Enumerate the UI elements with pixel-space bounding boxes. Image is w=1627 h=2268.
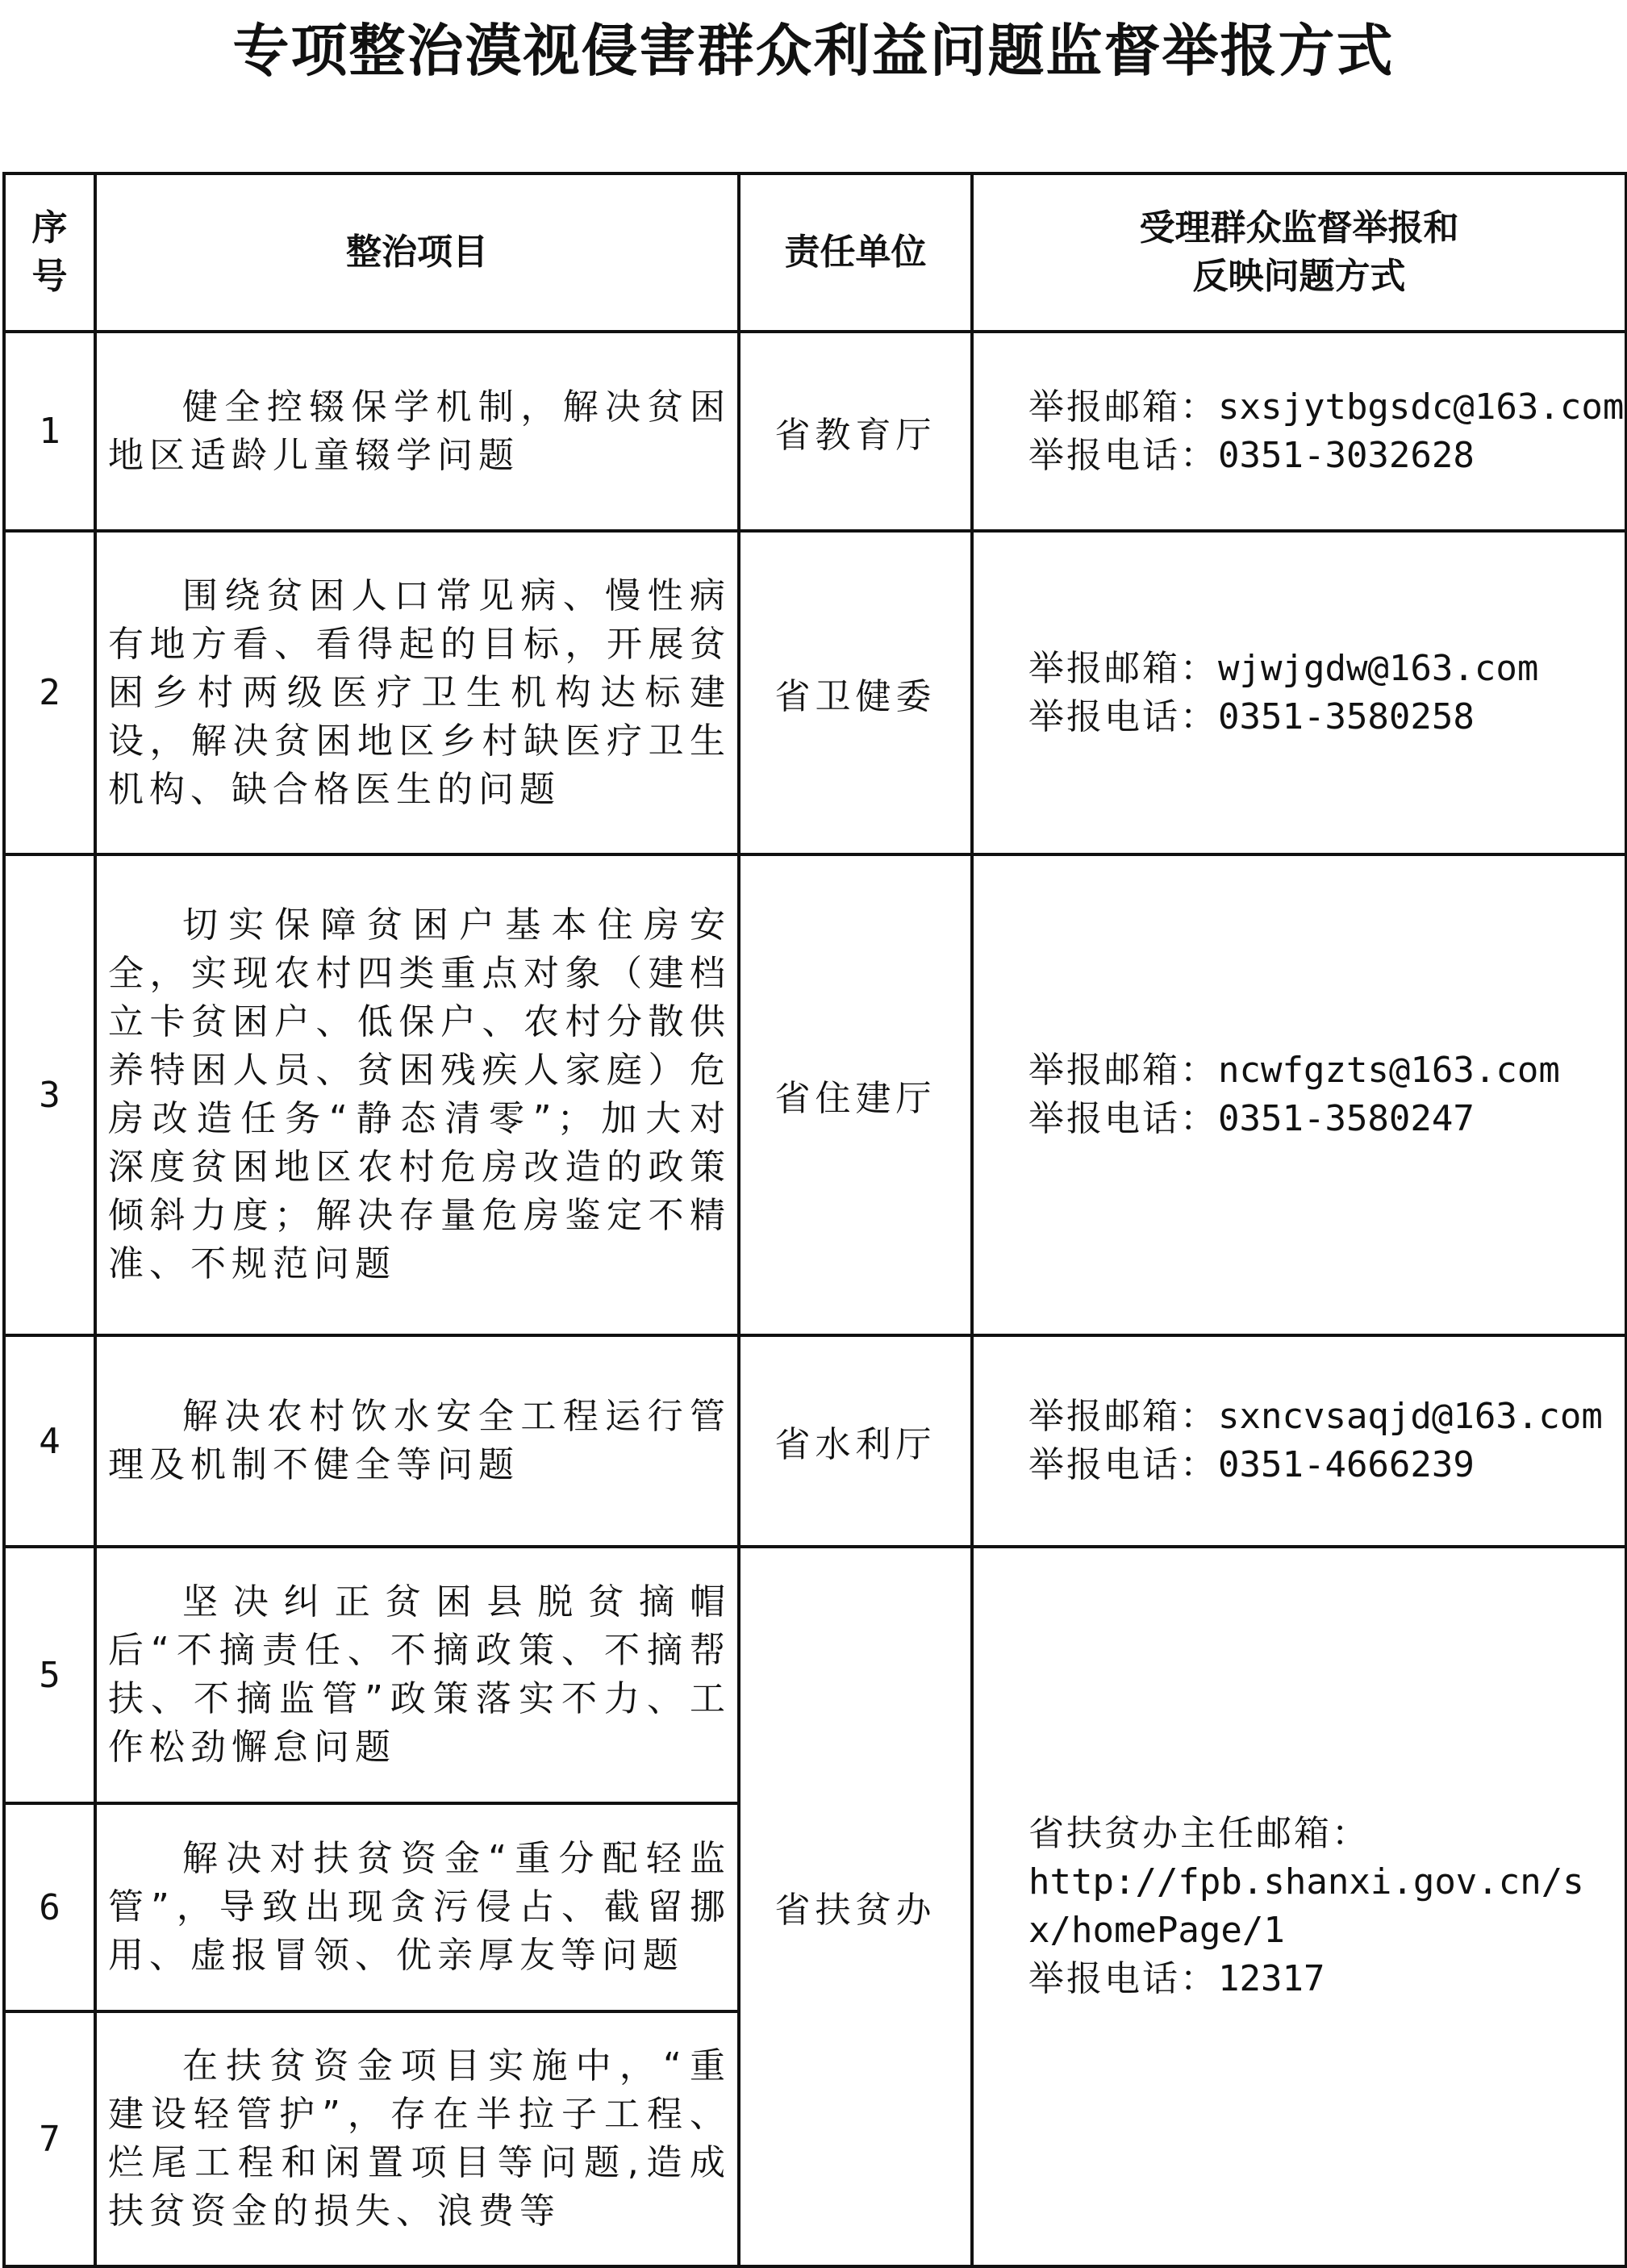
row-num: 1 [4,332,95,531]
email-label: 举报邮箱： [1028,1396,1218,1437]
row-contact [972,1335,1626,1547]
email-label: 举报邮箱： [1028,647,1218,689]
page-title: 专项整治漠视侵害群众利益问题监督举报方式 [232,17,1395,84]
row-num: 5 [4,1547,95,1803]
report-table [2,172,1627,2268]
header-num: 序号 [4,173,95,332]
row-unit: 省住建厅 [739,854,972,1335]
phone-number: 0351-3580247 [1218,1098,1475,1139]
merged-unit: 省扶贫办 [739,1547,972,2266]
email-label: 举报邮箱： [1028,386,1218,428]
phone-label: 举报电话： [1028,1098,1218,1139]
row-item: 健全控辍保学机制，解决贫困地区适龄儿童辍学问题 [95,332,739,531]
phone-line [1028,693,1617,741]
phone-number: 0351-3032628 [1218,434,1475,476]
row-item: 在扶贫资金项目实施中，“重建设轻管护”，存在半拉子工程、烂尾工程和闲置项目等问题,造成扶贫资金的损失、浪费等 [95,2011,739,2266]
header-contact [972,173,1626,332]
phone-label: 举报电话： [1028,695,1218,737]
row-num: 6 [4,1803,95,2011]
mailbox-label: 省扶贫办主任邮箱： [1028,1813,1370,1854]
email-address[interactable]: wjwjgdw@163.com [1218,647,1539,689]
row-item: 解决农村饮水安全工程运行管理及机制不健全等问题 [95,1335,739,1547]
header-unit: 责任单位 [739,173,972,332]
phone-number: 0351-4666239 [1218,1444,1475,1485]
phone-number: 12317 [1218,1958,1325,1999]
row-contact [972,531,1626,854]
email-address[interactable]: sxsjytbgsdc@163.com [1218,386,1625,428]
email-line [1028,383,1625,432]
phone-label: 举报电话： [1028,434,1218,476]
row-item: 切实保障贫困户基本住房安全，实现农村四类重点对象（建档立卡贫困户、低保户、农村分散供养特困人员、贫困残疾人家庭）危房改造任务“静态清零”；加大对深度贫困地区农村危房改造的政策倾斜力度；解决存量危房鉴定不精准、不规范问题 [95,854,739,1335]
phone-line [1028,432,1617,480]
phone-line [1028,1095,1617,1143]
phone-label: 举报电话： [1028,1958,1218,1999]
email-label: 举报邮箱： [1028,1050,1218,1091]
phone-label: 举报电话： [1028,1444,1218,1485]
email-line [1028,1046,1617,1095]
row-unit: 省教育厅 [739,332,972,531]
email-address[interactable]: sxncvsaqjd@163.com [1218,1396,1603,1437]
phone-line [1028,1441,1617,1489]
phone-line [1028,1955,1617,2003]
merged-contact [972,1547,1626,2266]
table-row [4,1547,1626,1803]
row-num: 4 [4,1335,95,1547]
table-row [4,854,1626,1335]
row-unit: 省水利厅 [739,1335,972,1547]
table-row [4,332,1626,531]
header-item: 整治项目 [95,173,739,332]
row-num: 2 [4,531,95,854]
row-item: 围绕贫困人口常见病、慢性病有地方看、看得起的目标，开展贫困乡村两级医疗卫生机构达标建设，解决贫困地区乡村缺医疗卫生机构、缺合格医生的问题 [95,531,739,854]
header-row [4,173,1626,332]
table-row [4,531,1626,854]
table-row [4,1335,1626,1547]
row-contact [972,854,1626,1335]
header-contact-line1: 受理群众监督举报和 [1139,207,1459,249]
header-contact-line2: 反映问题方式 [1192,256,1406,297]
row-num: 3 [4,854,95,1335]
row-item: 解决对扶贫资金“重分配轻监管”，导致出现贪污侵占、截留挪用、虚报冒领、优亲厚友等问题 [95,1803,739,2011]
row-unit: 省卫健委 [739,531,972,854]
email-line [1028,645,1617,693]
email-address[interactable]: ncwfgzts@163.com [1218,1050,1560,1091]
email-line [1028,1393,1617,1441]
row-item: 坚决纠正贫困县脱贫摘帽后“不摘责任、不摘政策、不摘帮扶、不摘监管”政策落实不力、工作松劲懈怠问题 [95,1547,739,1803]
row-num: 7 [4,2011,95,2266]
mailbox-url-link[interactable]: http://fpb.shanxi.gov.cn/sx/homePage/1 [1028,1861,1584,1951]
phone-number: 0351-3580258 [1218,695,1475,737]
row-contact [972,332,1626,531]
